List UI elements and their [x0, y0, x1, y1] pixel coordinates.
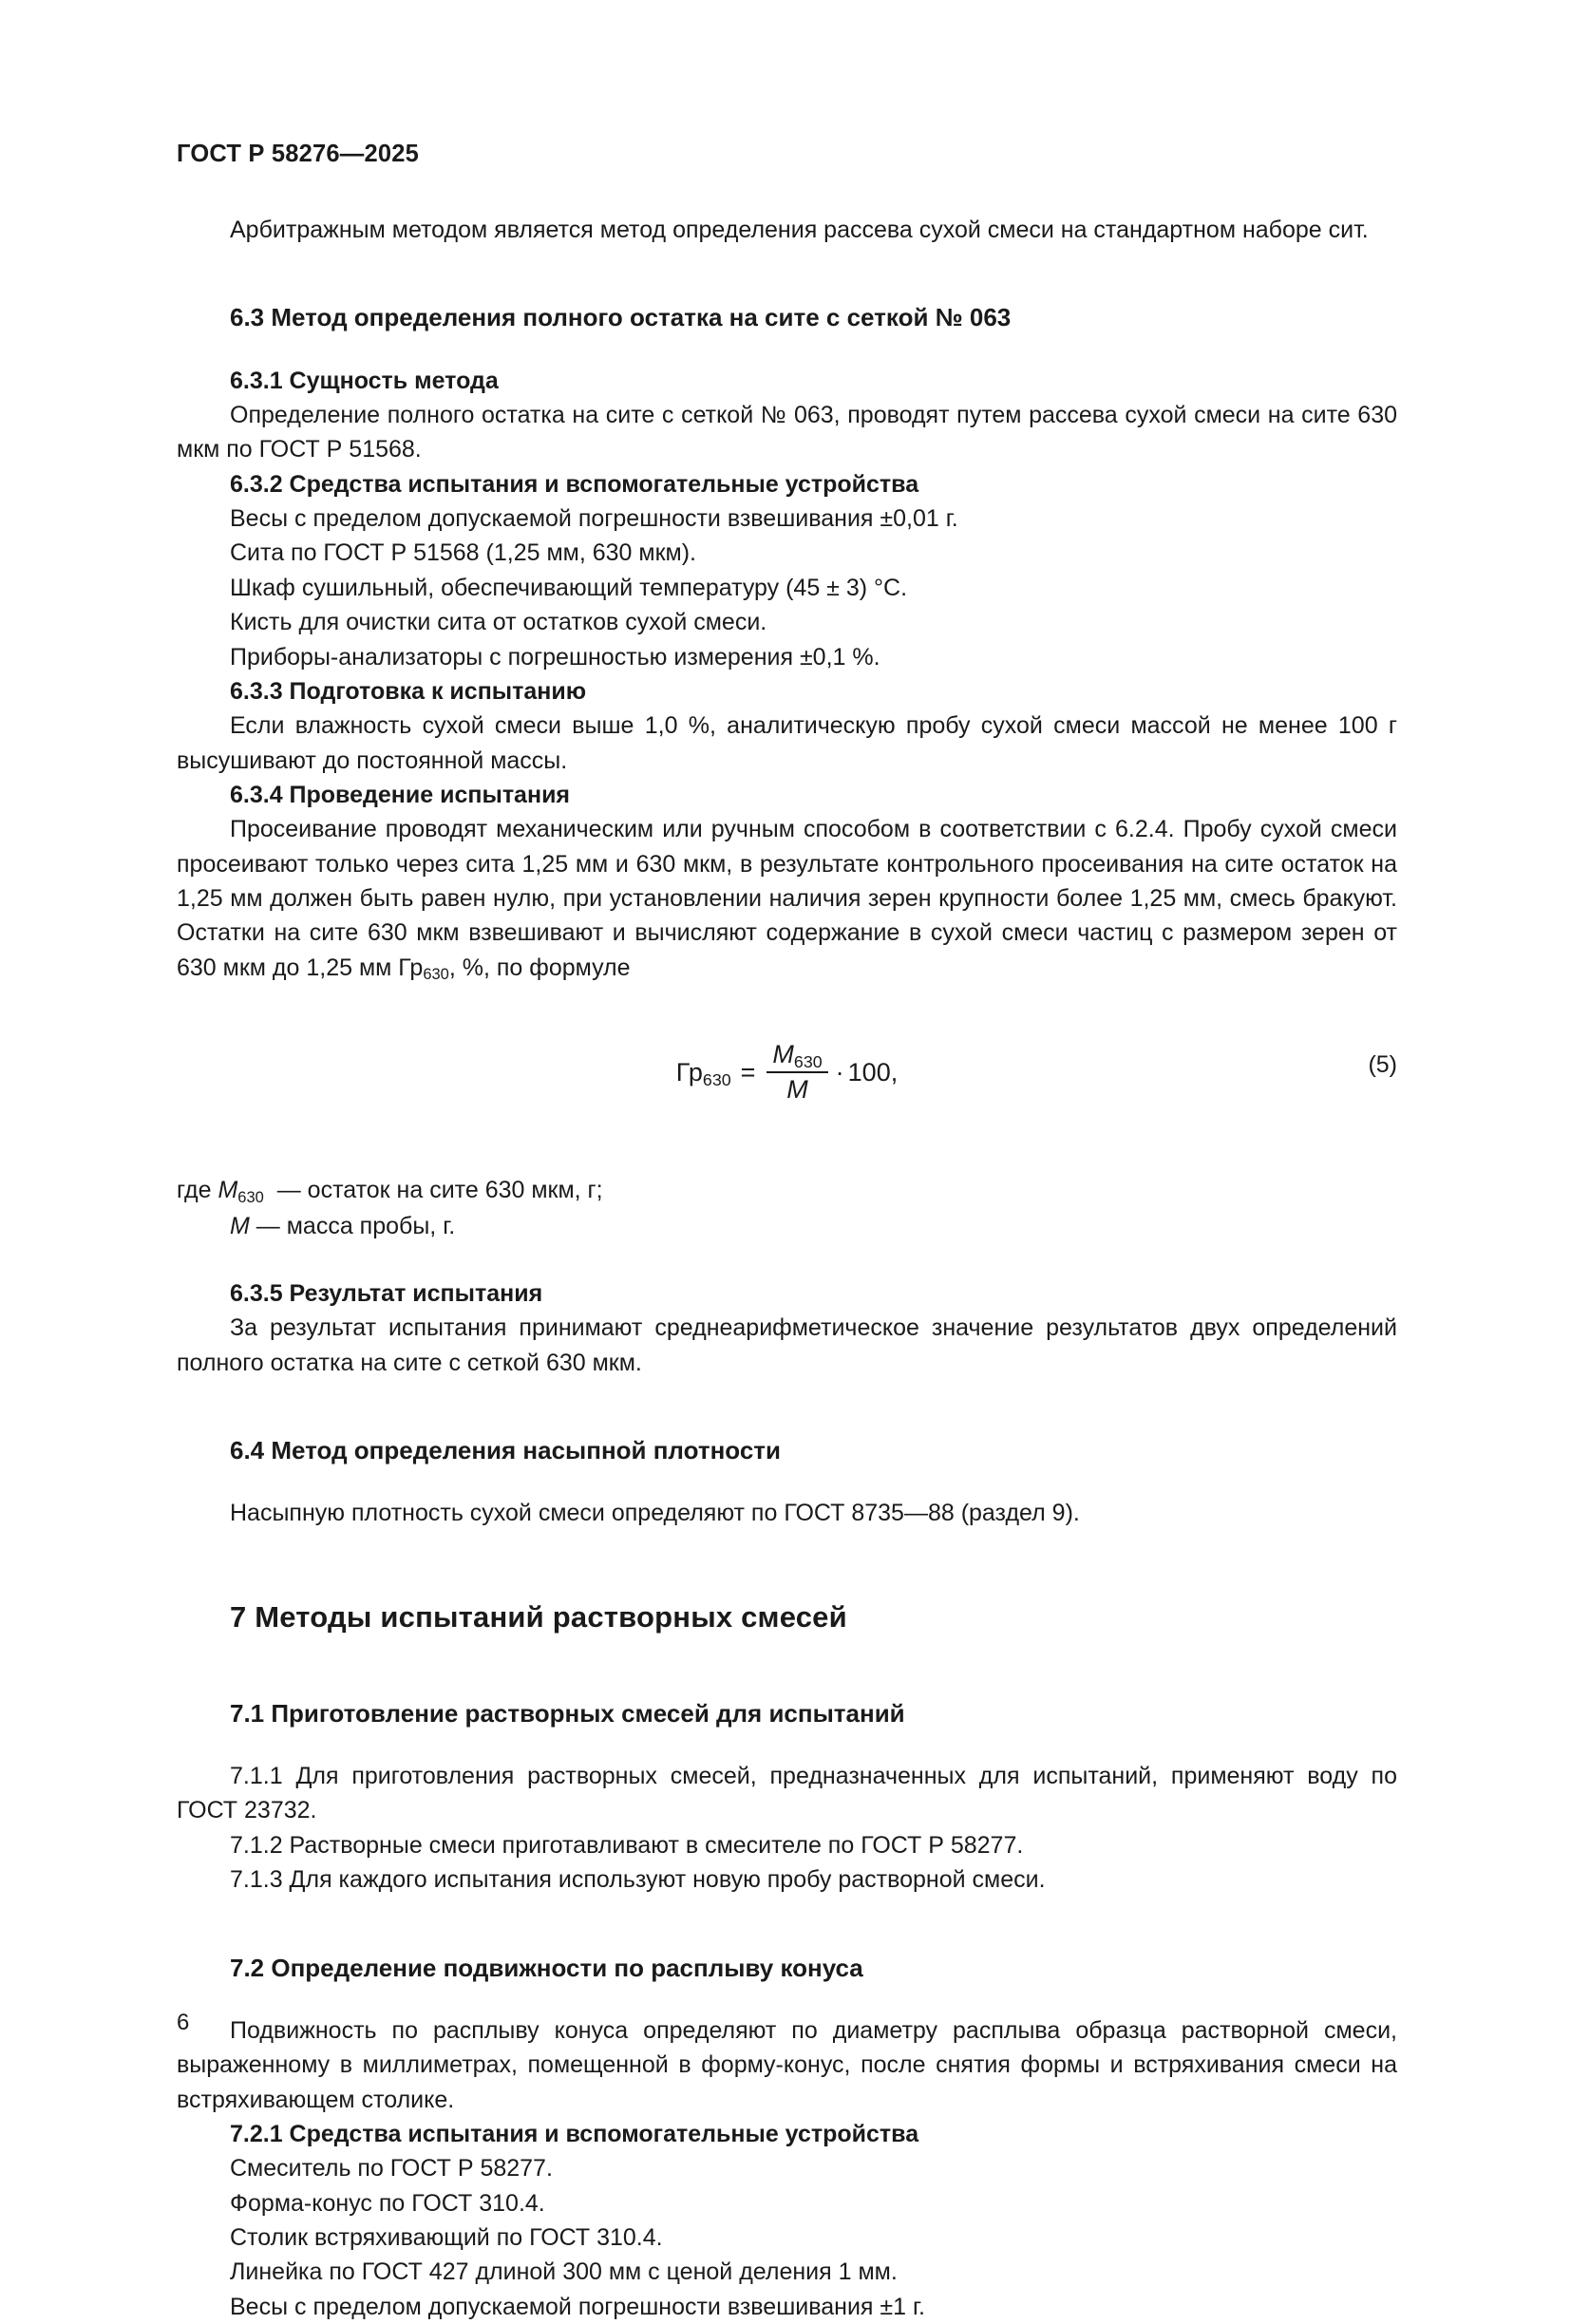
formula-expression	[177, 1040, 1397, 1105]
where-definition: остаток на сите 630 мкм, г;	[307, 1177, 603, 1204]
equation-number: (5)	[1368, 1051, 1397, 1079]
equipment-item: Приборы-анализаторы с погрешностью измерения ±0,1 %.	[230, 643, 880, 671]
formula-lhs-symbol: Гр	[675, 1057, 703, 1086]
where-definition: масса пробы, г.	[286, 1212, 456, 1239]
formula-left-side	[676, 1058, 731, 1087]
heading-6-3-3: 6.3.3 Подготовка к испытанию	[230, 677, 587, 705]
heading-6-3-1: 6.3.1 Сущность метода	[230, 367, 499, 394]
paragraph-7-1-2: 7.1.2 Растворные смеси приготавливают в смесителе по ГОСТ Р 58277.	[230, 1831, 1024, 1859]
paragraph-6-3-4-tail: , %, по формуле	[448, 954, 631, 981]
clause-7-2-title: 7.2 Определение подвижности по расплыву конуса	[230, 1953, 863, 1982]
heading-6-3-2: 6.3.2 Средства испытания и вспомогательные устройства	[230, 470, 919, 498]
paragraph-7-1-1: 7.1.1 Для приготовления растворных смесей, предназначенных для испытаний, применяют воду по ГОСТ 23732.	[177, 1763, 1397, 1824]
where-dash: —	[276, 1177, 301, 1204]
paragraph-6-3-3: Если влажность сухой смеси выше 1,0 %, аналитическую пробу сухой смеси массой не менее 100 г высушивают до постоянной массы.	[177, 712, 1397, 774]
heading-6-3-4: 6.3.4 Проведение испытания	[230, 781, 571, 808]
paragraph-6-3-1: Определение полного остатка на сите с сеткой № 063, проводят путем рассева сухой смеси на сите 630 мкм по ГОСТ Р 51568.	[177, 402, 1397, 463]
intro-paragraph: Арбитражным методом является метод определения рассева сухой смеси на стандартном наборе сит.	[230, 217, 1369, 244]
paragraph-6-3-4-subscript: 630	[423, 966, 449, 984]
formula-numerator-symbol: M	[772, 1040, 794, 1069]
formula-equals-sign: =	[740, 1057, 756, 1086]
equipment-item: Столик встряхивающий по ГОСТ 310.4.	[230, 2224, 663, 2252]
clause-6-4-title: 6.4 Метод определения насыпной плотности	[230, 1436, 781, 1465]
equipment-item: Линейка по ГОСТ 427 длиной 300 мм с ценой деления 1 мм.	[230, 2258, 898, 2286]
formula-denominator: M	[786, 1075, 808, 1105]
equipment-item: Смеситель по ГОСТ Р 58277.	[230, 2155, 553, 2182]
where-symbol-subscript: 630	[237, 1188, 264, 1206]
formula-lhs-subscript: 630	[702, 1069, 731, 1089]
running-head: ГОСТ Р 58276—2025	[177, 141, 420, 167]
equipment-item: Форма-конус по ГОСТ 310.4.	[230, 2189, 545, 2217]
equipment-item: Весы с пределом допускаемой погрешности взвешивания ±1 г.	[230, 2293, 925, 2320]
where-dash: —	[256, 1212, 280, 1239]
paragraph-6-3-5: За результат испытания принимают среднеарифметическое значение результатов двух определений полного остатка на сите с сеткой 630 мкм.	[177, 1314, 1397, 1376]
paragraph-6-3-4-text: Просеивание проводят механическим или ручным способом в соответствии с 6.2.4. Пробу сухой смеси просеивают только через сита 1,25 мм и 630 мкм, в результате контрольного просеивания на сите остаток на 1,25 мм должен быть равен нулю, при установлении наличия зерен крупности более 1,25 мм, смесь бракуют. Остатки на сите 630 мкм взвешивают и вычисляют содержание в сухой смеси частиц с размером зерен от 630 мкм до 1,25 мм Гр	[177, 816, 1397, 981]
heading-7-2-1: 7.2.1 Средства испытания и вспомогательные устройства	[230, 2121, 919, 2148]
paragraph-6-3-4	[177, 812, 1397, 985]
formula-numerator-subscript: 630	[793, 1052, 823, 1072]
paragraph-7-1-3: 7.1.3 Для каждого испытания используют новую пробу растворной смеси.	[230, 1866, 1046, 1894]
equipment-item: Весы с пределом допускаемой погрешности взвешивания ±0,01 г.	[230, 505, 958, 533]
paragraph-7-2: Подвижность по расплыву конуса определяют по диаметру расплыва образца растворной смеси, выраженному в миллиметрах, помещенной в форму-конус, после снятия формы и встряхивания смеси на встряхивающем столике.	[177, 2016, 1397, 2113]
page-number: 6	[177, 2010, 190, 2035]
where-symbol: M	[230, 1212, 250, 1239]
where-line-first	[177, 1173, 1397, 1209]
paragraph-6-4: Насыпную плотность сухой смеси определяют по ГОСТ 8735—88 (раздел 9).	[230, 1500, 1080, 1527]
formula-fraction	[767, 1040, 827, 1105]
equipment-item: Сита по ГОСТ Р 51568 (1,25 мм, 630 мкм).	[230, 539, 696, 567]
formula-factor: 100,	[847, 1057, 899, 1086]
section-7-title: 7 Методы испытаний растворных смесей	[230, 1599, 847, 1634]
heading-6-3-5: 6.3.5 Результат испытания	[230, 1280, 543, 1308]
page-content	[177, 141, 1397, 2324]
where-symbol: M	[218, 1177, 238, 1204]
where-intro: где	[177, 1177, 212, 1204]
formula-operator: ·	[835, 1057, 844, 1086]
equipment-item: Кисть для очистки сита от остатков сухой смеси.	[230, 609, 767, 636]
equipment-item: Шкаф сушильный, обеспечивающий температуру (45 ± 3) °C.	[230, 574, 908, 601]
clause-6-3-title: 6.3 Метод определения полного остатка на сите с сеткой № 063	[230, 303, 1012, 332]
where-line-second	[177, 1209, 1397, 1245]
formula-block	[177, 1034, 1397, 1125]
formula-numerator	[767, 1040, 827, 1073]
clause-7-1-title: 7.1 Приготовление растворных смесей для испытаний	[230, 1698, 905, 1728]
